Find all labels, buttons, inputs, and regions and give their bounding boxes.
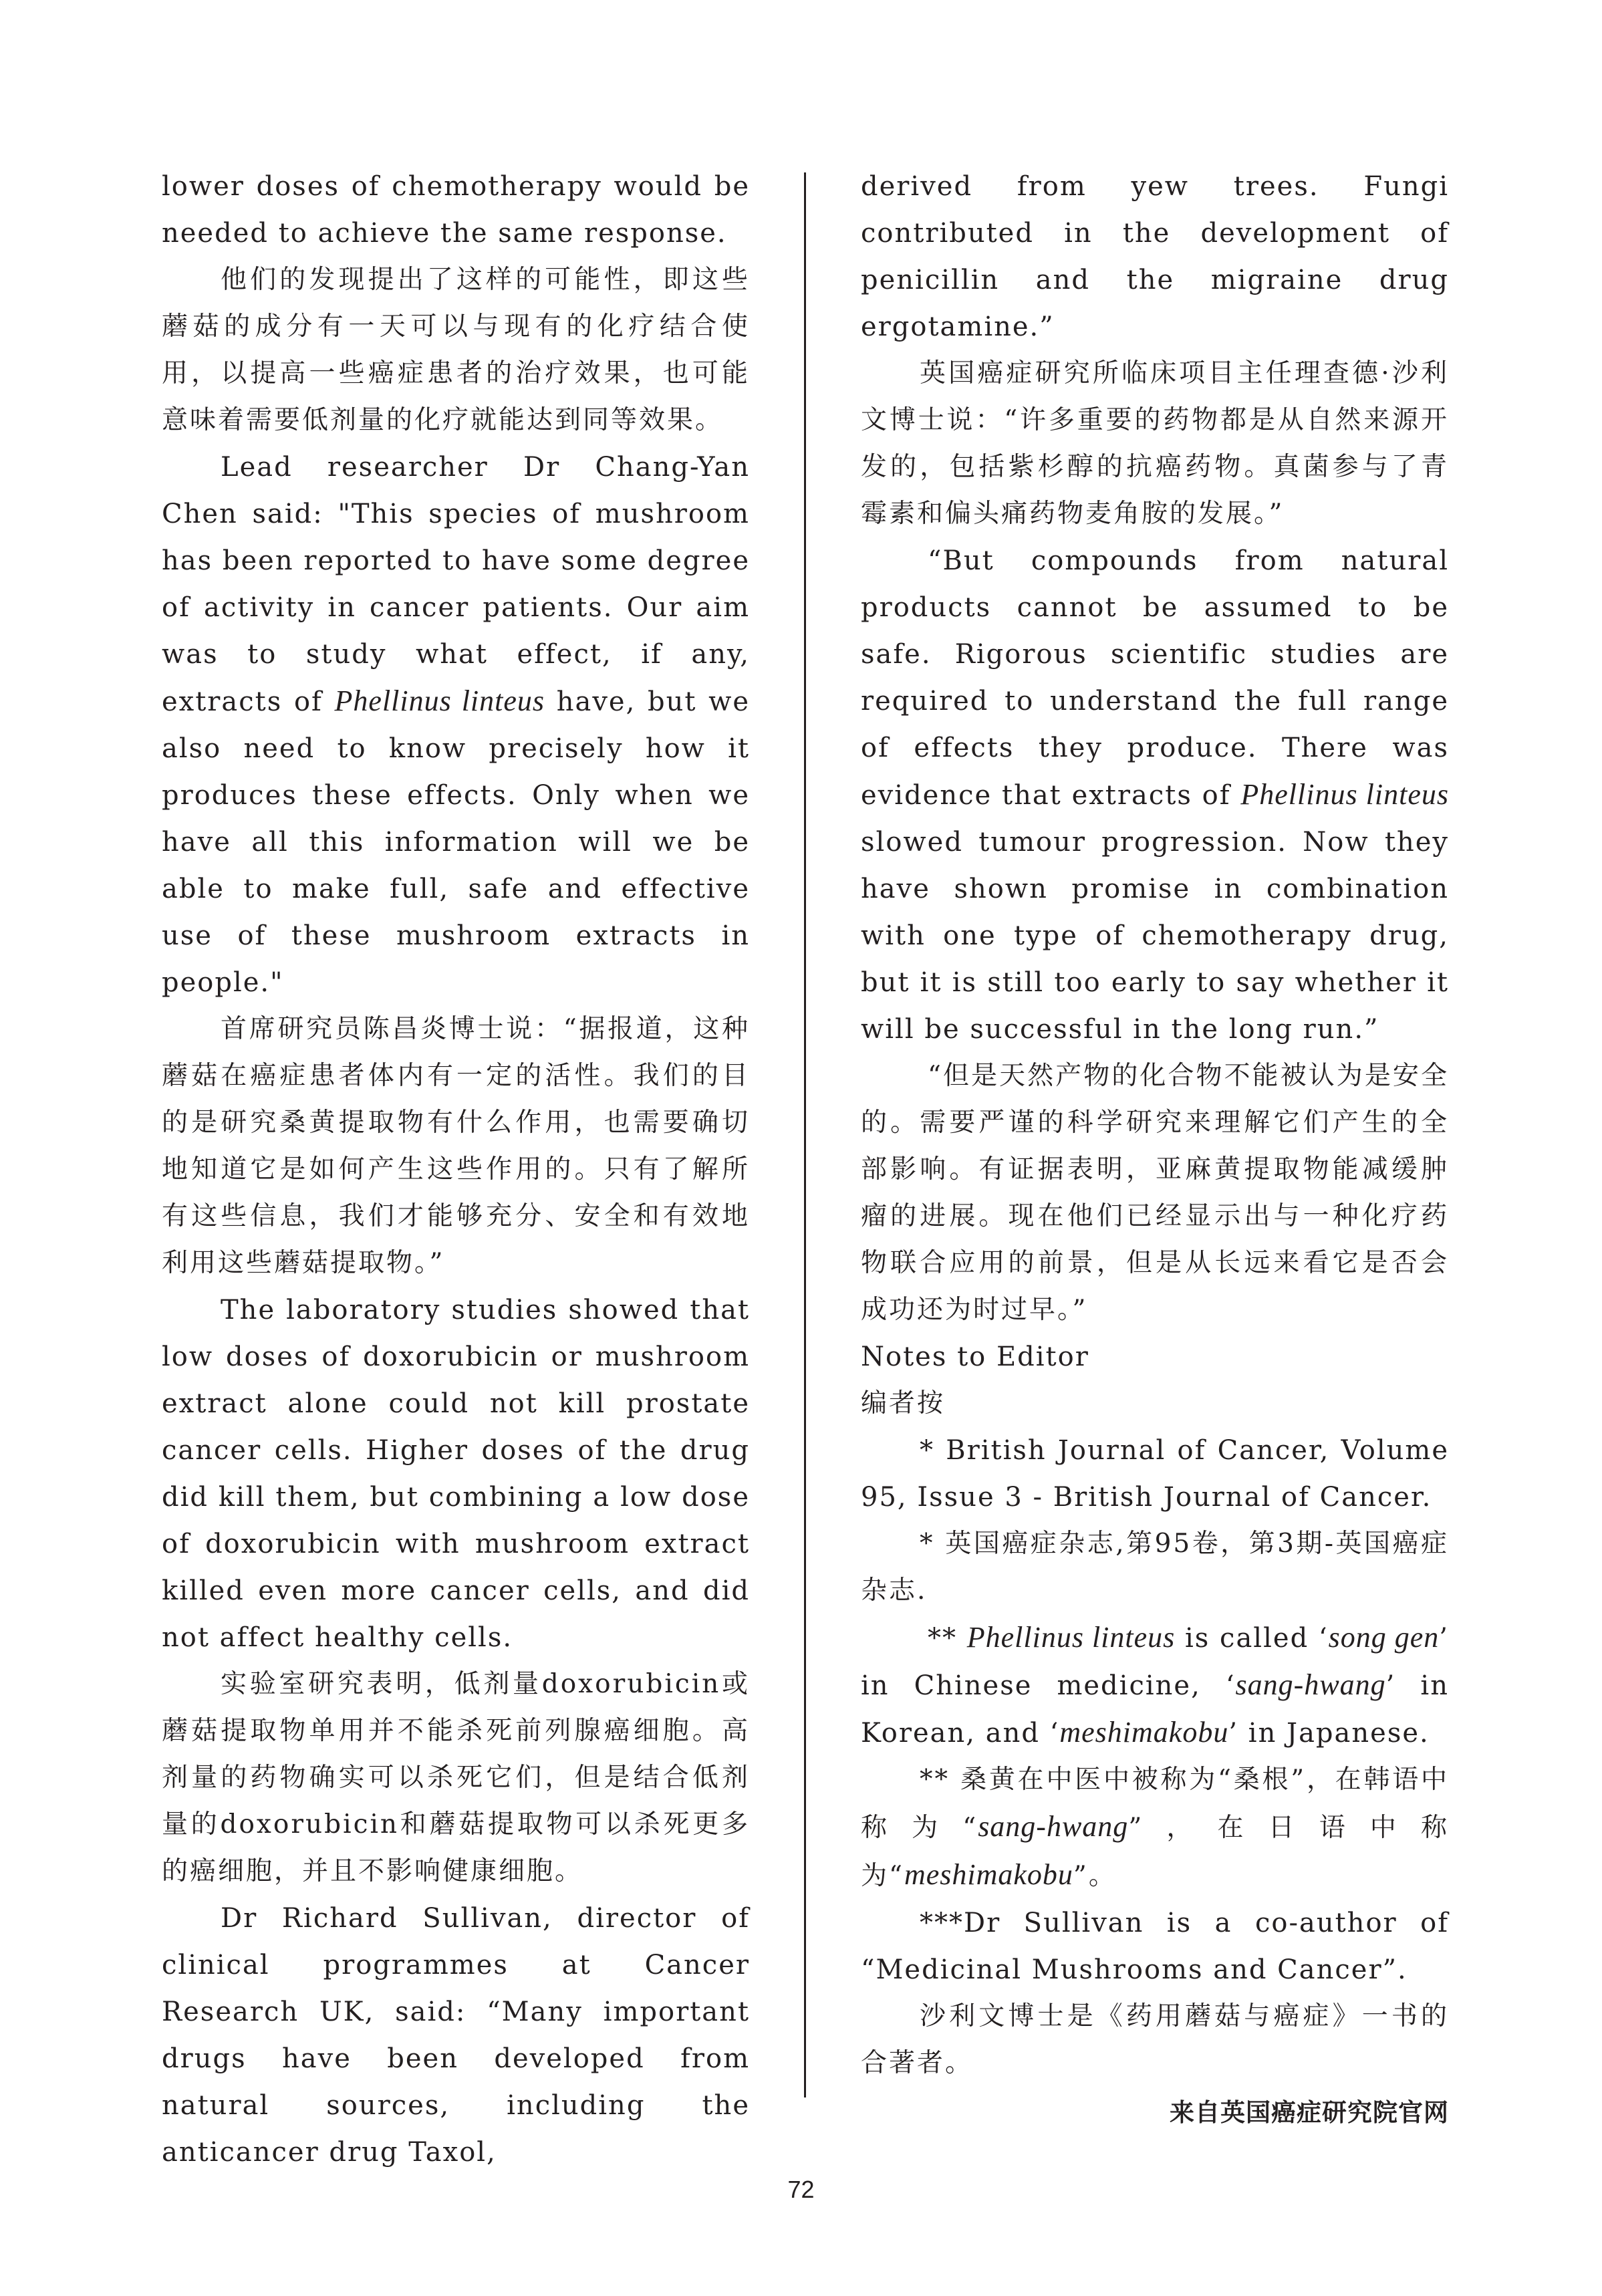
term: song gen	[1328, 1621, 1440, 1654]
paragraph: 首席研究员陈昌炎博士说：“据报道，这种蘑菇在癌症患者体内有一定的活性。我们的目的是研究桑黄提取物有什么作用，也需要确切地知道它是如何产生这些作用的。只有了解所有这些信息，我们才能够充分、安全和有效地利用这些蘑菇提取物。”	[162, 1014, 750, 1278]
text: ’ in Chinese medicine, ‘	[861, 1623, 1450, 1701]
column-divider	[804, 172, 806, 2097]
term: sang-hwang	[1235, 1668, 1386, 1701]
paragraph: lower doses of chemotherapy would be needed to achieve the same response.	[162, 171, 750, 249]
paragraph: derived from yew trees. Fungi contributed in the development of penicillin and the migraine drug ergotamine.”	[861, 171, 1449, 342]
note-item	[861, 1757, 1449, 1900]
right-column	[861, 163, 1449, 2136]
text: have, but we also need to know precisely how it produces these effects. Only when we have all this information will we be able to make full, safe and effective use of these mushroom extracts in people."	[162, 686, 751, 998]
term: sang-hwang	[978, 1810, 1129, 1843]
text: ** 桑黄在中医中被称为“桑根”，在韩语中称为“	[861, 1765, 1449, 1843]
species-name: Phellinus linteus	[334, 684, 545, 717]
left-column	[162, 163, 750, 2176]
text: “But compounds from natural products cannot be assumed to be safe. Rigorous scientific studies are required to understand the full range of effects they produce. There was evidence that extracts of	[861, 545, 1449, 811]
paragraph	[162, 444, 750, 1006]
paragraph	[861, 537, 1449, 1053]
term: meshimakobu	[1059, 1716, 1229, 1749]
text: Lead researcher Dr Chang-Yan Chen said: "This species of mushroom has been reported to have some degree of activity in cancer patients. Our aim was to study what effect, if any, extracts of	[162, 452, 750, 717]
text: ”。	[1073, 1861, 1117, 1891]
notes-heading-zh: 编者按	[861, 1388, 946, 1418]
note-item	[861, 1614, 1449, 1757]
page-number: 72	[787, 2176, 815, 2203]
note-item: * 英国癌症杂志,第95卷，第3期-英国癌症杂志.	[861, 1529, 1449, 1606]
species-name: Phellinus linteus	[966, 1621, 1176, 1654]
paragraph: The laboratory studies showed that low doses of doxorubicin or mushroom extract alone could not kill prostate cancer cells. Higher doses of the drug did kill them, but combining a low dose of doxorubicin with mushroom extract killed even more cancer cells, and did not affect healthy cells.	[162, 1295, 750, 1653]
note-item: 沙利文博士是《药用蘑菇与癌症》一书的合著者。	[861, 2001, 1449, 2078]
paragraph: Dr Richard Sullivan, director of clinical programmes at Cancer Research UK, said: “Many important drugs have been developed from natural sources, including the anticancer drug Taxol,	[162, 1903, 750, 2168]
note-item: * British Journal of Cancer, Volume 95, Issue 3 - British Journal of Cancer.	[861, 1435, 1449, 1513]
paragraph: 英国癌症研究所临床项目主任理查德·沙利文博士说：“许多重要的药物都是从自然来源开发的，包括紫杉醇的抗癌药物。真菌参与了青霉素和偏头痛药物麦角胺的发展。”	[861, 358, 1449, 529]
term: meshimakobu	[904, 1858, 1073, 1891]
paragraph: 实验室研究表明，低剂量doxorubicin或蘑菇提取物单用并不能杀死前列腺癌细胞。高剂量的药物确实可以杀死它们，但是结合低剂量的doxorubicin和蘑菇提取物可以杀死更多的癌细胞，并且不影响健康细胞。	[162, 1669, 750, 1886]
source-credit: 来自英国癌症研究院官网	[1170, 2098, 1449, 2127]
text: slowed tumour progression. Now they have shown promise in combination with one type of chemotherapy drug, but it is still too early to say whether it will be successful in the long run.”	[861, 827, 1449, 1045]
paragraph: “但是天然产物的化合物不能被认为是安全的。需要严谨的科学研究来理解它们产生的全部影响。有证据表明，亚麻黄提取物能减缓肿瘤的进展。现在他们已经显示出与一种化疗药物联合应用的前景，但是从长远来看它是否会成功还为时过早。”	[861, 1061, 1449, 1325]
note-item: ***Dr Sullivan is a co-author of “Medicinal Mushrooms and Cancer”.	[861, 1908, 1449, 1985]
text: ”，在日语中称为“	[861, 1813, 1449, 1891]
paragraph: 他们的发现提出了这样的可能性，即这些蘑菇的成分有一天可以与现有的化疗结合使用，以提高一些癌症患者的治疗效果，也可能意味着需要低剂量的化疗就能达到同等效果。	[162, 265, 750, 435]
text: **	[928, 1623, 967, 1654]
notes-heading-en: Notes to Editor	[861, 1342, 1089, 1372]
text: ’ in Japanese.	[1228, 1718, 1430, 1749]
species-name: Phellinus linteus	[1240, 778, 1449, 811]
text: is called ‘	[1175, 1623, 1329, 1654]
text: ’ in Korean, and ‘	[861, 1670, 1449, 1749]
